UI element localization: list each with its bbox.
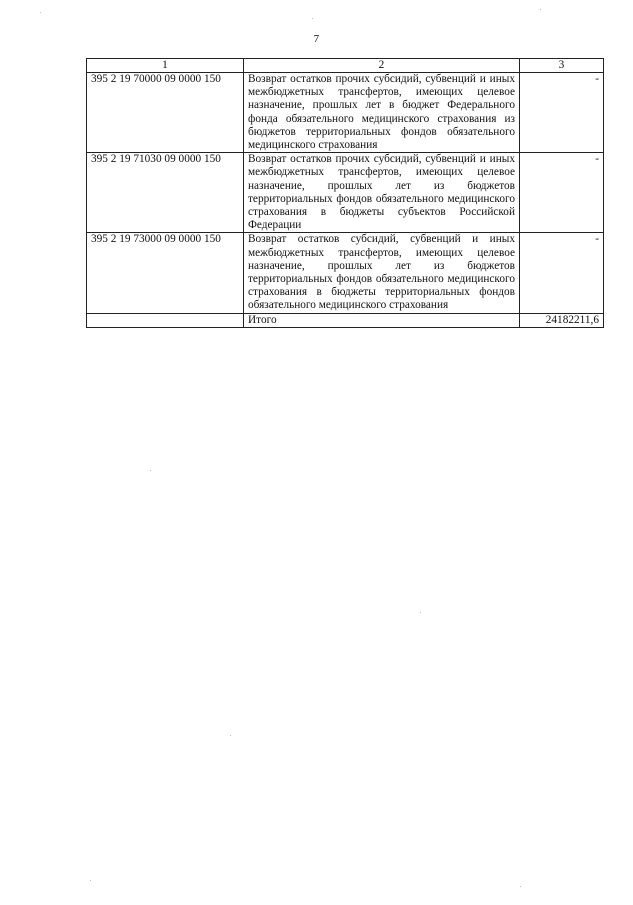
table-header-row <box>87 59 604 73</box>
row-amount: - <box>520 153 604 233</box>
row-description: Возврат остатков прочих субсидий, субвенций и иных межбюджетных трансфертов, имеющих целевое назначение, прошлых лет в бюджет Федерального фонда обязательного медицинского страхования из бюджетов территориальных фондов обязательного медицинского страхования <box>244 73 520 153</box>
scan-speck <box>420 612 421 613</box>
scan-speck <box>540 9 541 10</box>
table-row <box>87 233 604 313</box>
table-row <box>87 73 604 153</box>
total-label: Итого <box>244 313 520 327</box>
row-amount: - <box>520 233 604 313</box>
budget-table <box>86 58 604 328</box>
scan-speck <box>90 880 91 881</box>
row-amount: - <box>520 73 604 153</box>
total-code <box>87 313 244 327</box>
scan-speck <box>40 12 41 13</box>
column-header-code: 1 <box>87 59 244 73</box>
row-code: 395 2 19 71030 09 0000 150 <box>87 153 244 233</box>
column-header-description: 2 <box>244 59 520 73</box>
scan-speck <box>150 470 151 471</box>
column-header-amount: 3 <box>520 59 604 73</box>
scan-speck <box>230 735 231 736</box>
row-code: 395 2 19 73000 09 0000 150 <box>87 233 244 313</box>
scan-speck <box>520 886 521 887</box>
table-row <box>87 153 604 233</box>
row-description: Возврат остатков субсидий, субвенций и иных межбюджетных трансфертов, имеющих целевое назначение, прошлых лет из бюджетов территориальных фондов обязательного медицинского страхования в бюджеты территориальных фондов обязательного медицинского страхования <box>244 233 520 313</box>
page-number: 7 <box>313 33 320 45</box>
row-code: 395 2 19 70000 09 0000 150 <box>87 73 244 153</box>
row-description: Возврат остатков прочих субсидий, субвенций и иных межбюджетных трансфертов, имеющих целевое назначение, прошлых лет из бюджетов территориальных фондов обязательного медицинского страхования в бюджеты субъектов Российской Федерации <box>244 153 520 233</box>
total-amount: 24182211,6 <box>520 313 604 327</box>
scan-speck <box>312 18 313 19</box>
total-row <box>87 313 604 327</box>
